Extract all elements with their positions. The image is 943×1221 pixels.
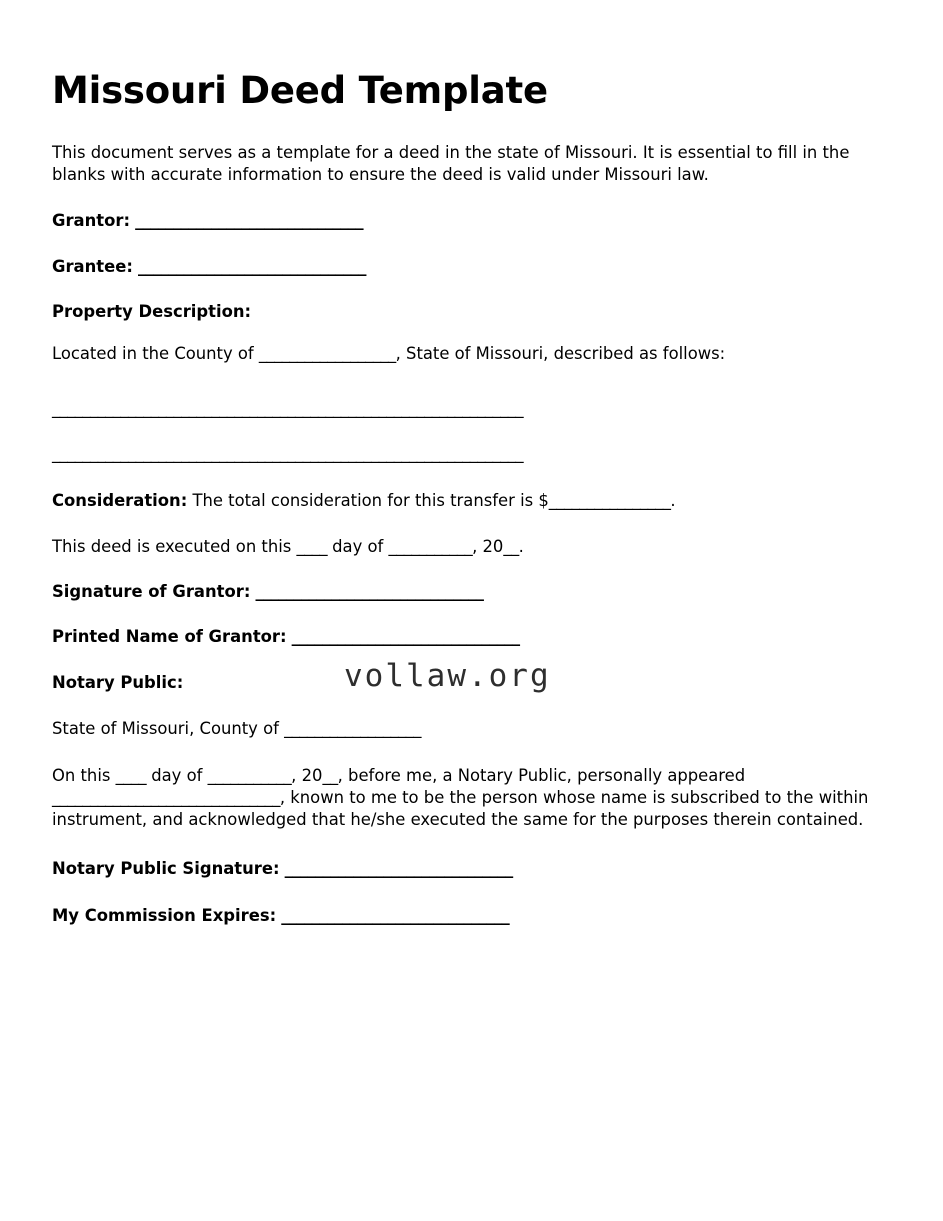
signature-of-grantor-label: Signature of Grantor: [52,581,251,601]
located-prefix: Located in the County of [52,344,259,364]
notary-signature-label: Notary Public Signature: [52,858,280,878]
grantee-blank[interactable]: ______________________________ [132,256,366,276]
property-description-heading: Property Description: [52,302,252,322]
state-county-prefix: State of Missouri, County of [52,718,285,738]
grantee-label: Grantee: [52,256,133,276]
ack-p1: On this [52,765,116,785]
property-description-line-1[interactable]: ______________________________________________________________ [52,399,523,419]
page-title: Missouri Deed Template [52,69,548,112]
grantor-label: Grantor: [52,211,130,231]
consideration-text-prefix: The total consideration for this transfer is $ [187,491,549,511]
executed-prefix: This deed is executed on this [52,536,297,556]
executed-suffix: . [518,536,524,556]
signature-of-grantor-blank[interactable]: ______________________________ [250,581,484,601]
ack-p4: , before me, a Notary Public, personally appeared [337,765,746,785]
ack-day-blank[interactable]: ____ [115,765,147,785]
signature-of-grantor-field [52,581,888,602]
printed-name-of-grantor-blank[interactable]: ______________________________ [286,627,520,647]
consideration-amount-blank[interactable]: ________________ [548,491,671,511]
state-county-blank[interactable]: __________________ [284,718,421,738]
executed-day-blank[interactable]: ____ [296,536,327,556]
intro-paragraph: This document serves as a template for a deed in the state of Missouri. It is essential to fill in the blanks with accurate information to ensure the deed is valid under Missouri law. [52,143,850,185]
grantee-field [52,256,888,277]
consideration-label: Consideration: [52,491,188,511]
execution-date-line [52,536,888,557]
ack-month-blank[interactable]: ___________ [207,765,292,785]
executed-mid: day of [326,536,389,556]
property-description-line-2[interactable]: ______________________________________________________________ [52,443,523,463]
ack-p3: , 20 [291,765,323,785]
commission-expires-field [52,905,888,926]
executed-year-prefix: , 20 [472,536,504,556]
notary-signature-field [52,858,888,879]
commission-expires-label: My Commission Expires: [52,906,277,926]
consideration-line [52,490,888,511]
commission-expires-blank[interactable]: ______________________________ [276,906,510,926]
notary-signature-blank[interactable]: ______________________________ [279,858,513,878]
county-blank[interactable]: __________________ [258,344,396,364]
executed-month-blank[interactable]: ___________ [388,536,473,556]
grantor-field [52,210,888,231]
grantor-blank[interactable]: ______________________________ [130,211,363,231]
ack-name-blank[interactable]: ______________________________ [52,788,280,808]
state-county-line [52,718,888,739]
located-suffix: , State of Missouri, described as follows: [395,344,726,364]
ack-p2: day of [146,765,208,785]
consideration-text-suffix: . [670,491,676,511]
executed-year-blank[interactable]: __ [503,536,519,556]
notary-acknowledgment-paragraph [52,765,888,832]
printed-name-of-grantor-field [52,626,888,647]
located-county-line [52,343,888,364]
ack-year-blank[interactable]: __ [322,765,338,785]
watermark-vollaw: vollaw.org [344,657,551,694]
notary-public-row [52,657,888,700]
notary-public-label: Notary Public: [52,672,184,692]
ack-p5: , known to me to be the person whose name is subscribed to the within instrument, and acknowledged that he/she executed the same for the purposes therein contained. [52,788,869,830]
printed-name-of-grantor-label: Printed Name of Grantor: [52,627,287,647]
